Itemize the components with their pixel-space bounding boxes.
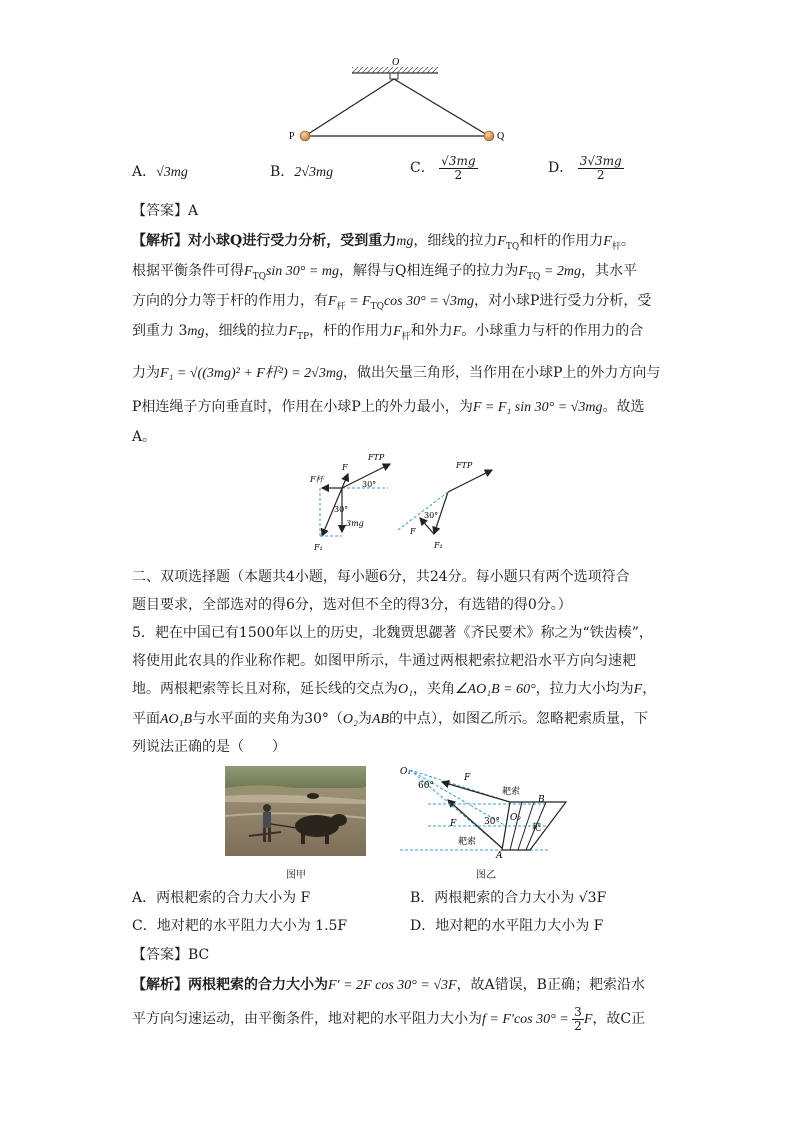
caption-jia: 图甲 — [286, 870, 306, 881]
string-oq — [394, 79, 489, 136]
right-label-f1: F₁ — [434, 541, 443, 550]
caption-yi: 图乙 — [476, 870, 496, 881]
force-diagram — [300, 450, 520, 560]
section2-line-2: 题目要求，全部选对的得6分，选对但不全的得3分，有选错的得0分。） — [132, 597, 572, 613]
label-a: A — [496, 851, 503, 858]
label-o2: O₂ — [510, 813, 521, 823]
string-op — [305, 79, 394, 136]
q4-analysis-line-4: 到重力 3mg，细线的拉力$F_{TP}$，杆的作用力$F_杆$和外力F。小球重力与杆的作用力的合 — [132, 323, 644, 342]
label-f: F — [342, 463, 348, 472]
label-60: 60° — [418, 781, 434, 791]
photo-ox-plowing — [225, 766, 366, 856]
label-f-top: F — [464, 773, 471, 783]
q4-choice-a: A．√3mg — [132, 164, 188, 180]
label-f1: F₁ — [314, 543, 323, 552]
q4-choice-d: D． $\frac{3√3mg}{2}$ — [548, 153, 622, 182]
q5-line-2: 将使用此农具的作业称作耙。如图甲所示，牛通过两根耙索拉耙沿水平方向匀速耙 — [132, 653, 636, 669]
label-f-bottom: F — [450, 819, 457, 829]
label-rope-bottom: 耙索 — [458, 837, 477, 847]
q4-answer: 【答案】A — [132, 203, 199, 219]
label-30: 30° — [484, 817, 500, 827]
right-label-f: F — [410, 527, 416, 536]
q4-analysis-line-7: A。 — [132, 429, 157, 445]
q4-analysis-line-3: 方向的分力等于杆的作用力，有$F_杆 = F_{TQ}\cos$ 30° = √3mg，对小球P进行受力分析，受 — [132, 293, 652, 312]
right-f-arrow — [420, 518, 434, 534]
q5-line-5: 列说法正确的是（ ） — [132, 739, 286, 755]
q5-choice-b: B．两根耙索的合力大小为 √3F — [410, 890, 607, 906]
q5-analysis-line-1: 【解析】两根耙索的合力大小为F′ = 2F cos 30° = √3F，故A错误，B正确；耙索沿水 — [132, 977, 645, 993]
q4-analysis-line-5: 力为F₁ = √((3mg)² + F杆²) = 2√3mg，做出矢量三角形，当作用在小球P上的外力方向与 — [132, 365, 661, 381]
q5-answer: 【答案】BC — [132, 947, 210, 963]
label-o: O — [392, 57, 400, 68]
q4-choice-c: C． $\frac{√3mg}{2}$ — [410, 153, 476, 182]
ball-q — [484, 131, 494, 141]
right-label-30: 30° — [424, 511, 439, 520]
q5-line-4: 平面AO₁B与水平面的夹角为30°（O₂为AB的中点），如图乙所示。忽略耙索质量，下 — [132, 711, 649, 727]
q5-choice-a: A．两根耙索的合力大小为 F — [132, 890, 311, 906]
rope-top-arrow — [442, 782, 510, 802]
q4-analysis-line-1: 【解析】对小球Q进行受力分析，受到重力mg，细线的拉力$F_{TQ}$和杆的作用力$F_杆$。 — [132, 233, 635, 252]
ball-p — [300, 131, 310, 141]
q4-choice-b: B．2√3mg — [270, 164, 334, 180]
label-b: B — [538, 795, 545, 805]
q4-analysis-line-2: 根据平衡条件可得$F_{TQ}\sin$ 30° = mg，解得与Q相连绳子的拉力为$F_{TQ} = 2mg$，其水平 — [132, 263, 637, 282]
q5-line-1: 5．耙在中国已有1500年以上的历史，北魏贾思勰著《齐民要术》称之为“铁齿楱”， — [132, 625, 653, 641]
label-f-gan: F杆 — [310, 475, 324, 484]
label-p: P — [289, 131, 295, 142]
q5-line-3: 地。两根耙索等长且对称，延长线的交点为O₁，夹角∠AO₁B = 60°，拉力大小均为F， — [132, 681, 657, 697]
right-ftp-arrow — [448, 470, 492, 492]
q5-choice-c: C．地对耙的水平阻力大小为 1.5F — [132, 918, 348, 934]
section2-line-1: 二、双项选择题（本题共4小题，每小题6分，共24分。每小题只有两个选项符合 — [132, 569, 630, 585]
q5-analysis-line-2: 平方向匀速运动，由平衡条件，地对耙的水平阻力大小为f = F′cos 30° = $\frac{3}{2}$ F，故C正 — [132, 1004, 646, 1033]
q4-analysis-line-6: P相连绳子方向垂直时，作用在小球P上的外力最小，为F = F₁ sin 30° = √3mg。故选 — [132, 399, 645, 415]
figure-yi — [398, 762, 578, 858]
right-label-ftp: FTP — [456, 461, 473, 470]
label-rake: 耙 — [532, 823, 542, 833]
top-figure — [280, 55, 520, 150]
label-o1: O₁ — [400, 767, 411, 777]
label-q: Q — [497, 131, 505, 142]
q5-choice-d: D．地对耙的水平阻力大小为 F — [410, 918, 604, 934]
label-30-top: 30° — [362, 480, 377, 489]
label-rope-top: 耙索 — [502, 787, 521, 797]
label-3mg: 3mg — [346, 519, 364, 528]
label-ftp: FTP — [368, 453, 385, 462]
label-30-mid: 30° — [334, 505, 349, 514]
